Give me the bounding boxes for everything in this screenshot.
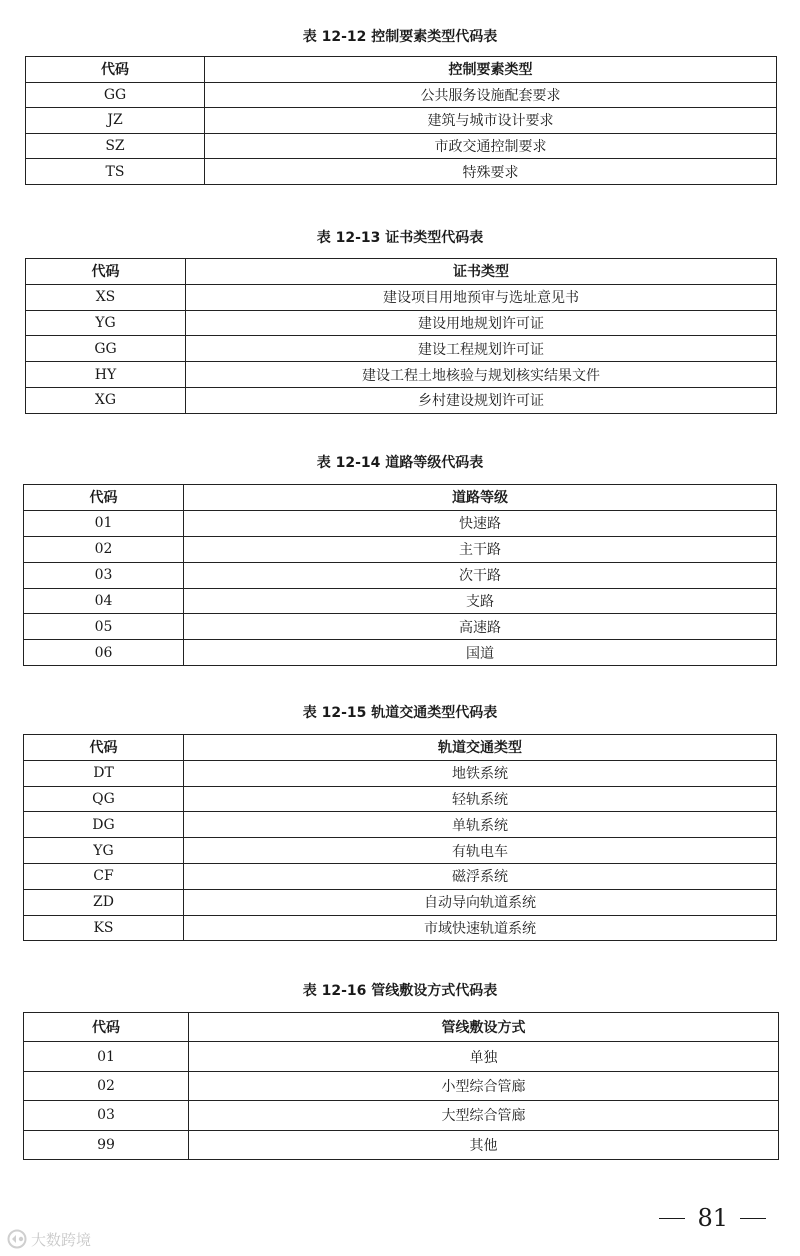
table-row	[24, 838, 777, 864]
table-row	[26, 108, 777, 134]
type-cell: 市政交通控制要求	[205, 133, 777, 159]
table-header-row	[26, 259, 777, 285]
code-cell: DG	[24, 812, 184, 838]
table-row	[26, 159, 777, 185]
code-cell: 03	[24, 562, 184, 588]
code-cell: QG	[24, 786, 184, 812]
table-row	[24, 588, 777, 614]
code-cell: SZ	[26, 133, 205, 159]
code-cell: 04	[24, 588, 184, 614]
watermark	[6, 1228, 91, 1250]
code-cell: KS	[24, 915, 184, 941]
page-number-dash-left	[659, 1218, 685, 1219]
type-cell: 建设用地规划许可证	[186, 310, 777, 336]
table-row	[26, 362, 777, 388]
code-cell: 02	[24, 536, 184, 562]
table-row	[24, 1101, 779, 1130]
type-cell: 支路	[184, 588, 777, 614]
code-cell: 01	[24, 510, 184, 536]
code-cell: 99	[24, 1130, 189, 1159]
type-cell: 快速路	[184, 510, 777, 536]
type-cell: 高速路	[184, 614, 777, 640]
page-number-dash-right	[740, 1218, 766, 1219]
code-cell: 02	[24, 1071, 189, 1100]
table-row	[24, 1071, 779, 1100]
column-header-code: 代码	[24, 735, 184, 761]
type-cell: 小型综合管廊	[189, 1071, 779, 1100]
table-row	[24, 562, 777, 588]
type-cell: 乡村建设规划许可证	[186, 387, 777, 413]
watermark-text: 大数跨境	[31, 1230, 92, 1249]
table-row	[24, 863, 777, 889]
code-cell: TS	[26, 159, 205, 185]
type-cell: 单轨系统	[184, 812, 777, 838]
type-cell: 建筑与城市设计要求	[205, 108, 777, 134]
table-row	[24, 536, 777, 562]
table-caption: 表 12-13 证书类型代码表	[316, 230, 484, 246]
type-cell: 单独	[189, 1042, 779, 1071]
table-caption: 表 12-12 控制要素类型代码表	[302, 29, 498, 45]
code-cell: 01	[24, 1042, 189, 1071]
table-row	[26, 133, 777, 159]
type-cell: 有轨电车	[184, 838, 777, 864]
brand-logo-icon	[6, 1228, 28, 1250]
column-header-code: 代码	[26, 57, 205, 83]
type-cell: 轻轨系统	[184, 786, 777, 812]
type-cell: 建设项目用地预审与选址意见书	[186, 284, 777, 310]
code-cell: GG	[26, 82, 205, 108]
column-header-type: 控制要素类型	[205, 57, 777, 83]
column-header-code: 代码	[24, 1013, 189, 1042]
code-cell: CF	[24, 863, 184, 889]
table-row	[24, 614, 777, 640]
type-cell: 磁浮系统	[184, 863, 777, 889]
table-row	[24, 889, 777, 915]
type-cell: 其他	[189, 1130, 779, 1159]
table-row	[26, 284, 777, 310]
column-header-type: 道路等级	[184, 485, 777, 511]
page-number-value: 81	[697, 1204, 728, 1232]
table-row	[24, 786, 777, 812]
code-cell: YG	[24, 838, 184, 864]
type-cell: 建设工程土地核验与规划核实结果文件	[186, 362, 777, 388]
table-header-row	[24, 1013, 779, 1042]
code-cell: YG	[26, 310, 186, 336]
table-caption: 表 12-15 轨道交通类型代码表	[302, 705, 498, 721]
control-element-type-code-table	[25, 56, 777, 185]
code-cell: JZ	[26, 108, 205, 134]
table-header-row	[26, 57, 777, 83]
table-row	[24, 760, 777, 786]
column-header-code: 代码	[26, 259, 186, 285]
column-header-type: 证书类型	[186, 259, 777, 285]
road-grade-code-table	[23, 484, 777, 666]
code-cell: HY	[26, 362, 186, 388]
table-row	[24, 915, 777, 941]
rail-transit-type-code-table	[23, 734, 777, 941]
table-row	[26, 82, 777, 108]
table-row	[24, 1042, 779, 1071]
table-row	[24, 812, 777, 838]
table-row	[24, 640, 777, 666]
code-cell: 06	[24, 640, 184, 666]
table-header-row	[24, 485, 777, 511]
type-cell: 国道	[184, 640, 777, 666]
column-header-code: 代码	[24, 485, 184, 511]
type-cell: 特殊要求	[205, 159, 777, 185]
certificate-type-code-table	[25, 258, 777, 414]
table-row	[26, 310, 777, 336]
table-caption: 表 12-16 管线敷设方式代码表	[302, 983, 498, 999]
code-cell: ZD	[24, 889, 184, 915]
type-cell: 地铁系统	[184, 760, 777, 786]
type-cell: 市域快速轨道系统	[184, 915, 777, 941]
code-cell: XS	[26, 284, 186, 310]
table-caption: 表 12-14 道路等级代码表	[316, 455, 484, 471]
code-cell: XG	[26, 387, 186, 413]
column-header-type: 管线敷设方式	[189, 1013, 779, 1042]
type-cell: 大型综合管廊	[189, 1101, 779, 1130]
table-row	[26, 336, 777, 362]
code-cell: 05	[24, 614, 184, 640]
table-row	[24, 510, 777, 536]
page-number	[647, 1204, 778, 1232]
code-cell: DT	[24, 760, 184, 786]
code-cell: 03	[24, 1101, 189, 1130]
table-row	[26, 387, 777, 413]
type-cell: 自动导向轨道系统	[184, 889, 777, 915]
type-cell: 公共服务设施配套要求	[205, 82, 777, 108]
column-header-type: 轨道交通类型	[184, 735, 777, 761]
type-cell: 主干路	[184, 536, 777, 562]
code-cell: GG	[26, 336, 186, 362]
type-cell: 次干路	[184, 562, 777, 588]
type-cell: 建设工程规划许可证	[186, 336, 777, 362]
table-row	[24, 1130, 779, 1159]
table-header-row	[24, 735, 777, 761]
pipeline-laying-method-code-table	[23, 1012, 779, 1160]
